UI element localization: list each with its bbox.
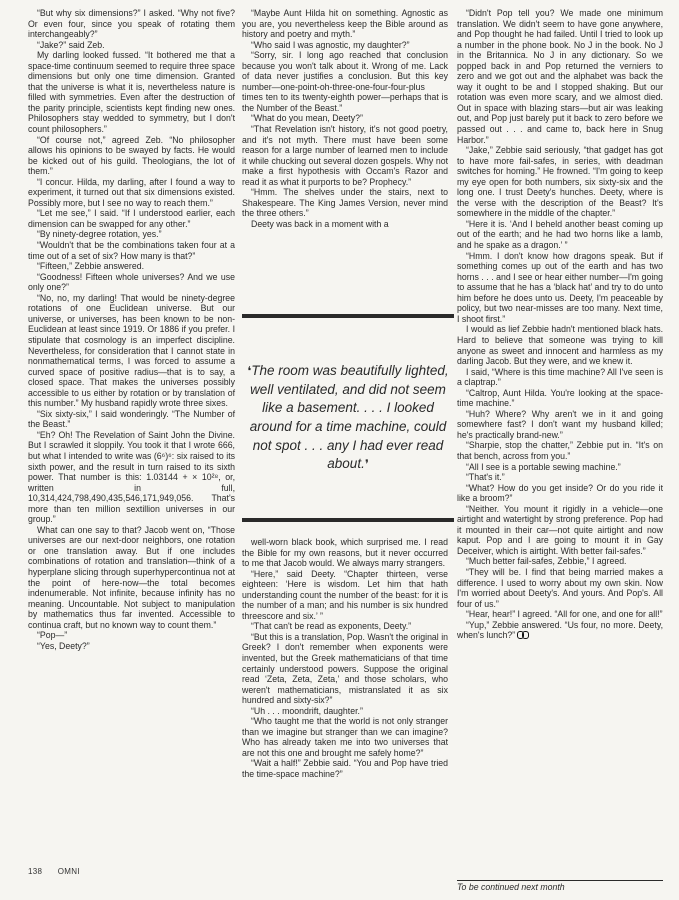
paragraph: I said, “Where is this time machine? All I've seen is a claptrap.” bbox=[457, 366, 663, 388]
paragraph: “That Revelation isn't history, it's not good poetry, and it's not myth. There must have been some reason for a large number of learned men to include it while chucking out several dozen gospels. Why not make a first hypothesis with Occam's Razor and read it as what it purports to be? Prophecy.” bbox=[242, 124, 448, 187]
paragraph: “Goodness! Fifteen whole universes? And we use only one?” bbox=[28, 271, 235, 293]
paragraph: “By ninety-degree rotation, yes.” bbox=[37, 229, 162, 240]
paragraph: “Sharpie, stop the chatter,” Zebbie put in. “It's on that bench, across from you.” bbox=[457, 440, 663, 461]
paragraph: “Here it is. ‘And I beheld another beast coming up out of the earth; and he had two horns like a lamb, and he spake as a dragon.’ ” bbox=[457, 218, 663, 251]
continued-note bbox=[457, 880, 663, 892]
paragraph: “Six sixty-six,” I said wonderingly. “The Number of the Beast.” bbox=[28, 408, 235, 430]
open-quote-icon: ❛ bbox=[247, 364, 252, 379]
paragraph: “Huh? Where? Why aren't we in it and going somewhere fast? I don't want my husband killed; he's practically brand-new.” bbox=[457, 408, 663, 440]
paragraph: “Neither. You mount it rigidly in a vehicle—one airtight and watertight by strong preference. Pop had it mounted in their car—not quite airtight and now kaput. Pop and I are going to mount it in Gay Deceiver, which is airtight. With better fail-safes.” bbox=[457, 503, 663, 556]
page-number: 138 bbox=[28, 867, 43, 876]
paragraph: “Who said I was agnostic, my daughter?” bbox=[251, 39, 410, 50]
paragraph: “Hmm. I don't know how dragons speak. But if something comes up out of the earth and has two horns . . . and I see or hear either number—I'm going to assume that he has a ‘black hat’ and try to do unto him before he does unto us. Deety, I'm peaceable by policy, but two near-misses are too many. Next time, I shoot first.” bbox=[457, 250, 663, 324]
paragraph: well-worn black book, which surprised me. I read the Bible for my own reasons, but it never occurred to me that Jacob would. We always marry strangers. bbox=[242, 537, 448, 569]
paragraph: “Here,” said Deety. “Chapter thirteen, verse eighteen: ‘Here is wisdom. Let him that hath understanding count the number of the beast: for it is the number of a man; and his number is six hundred threescore and six.’ ” bbox=[242, 568, 448, 621]
paragraph: “What? How do you get inside? Or do you ride it like a broom?” bbox=[457, 482, 663, 504]
paragraph: “Sorry, sir. I long ago reached that conclusion because you won't talk about it. Wrong of me. Lack of data never justifies a conclusion. But this key number—one-point-oh-three-one-four-four-plus times ten to its twenty-eighth power—perhaps that is the Number of the Beast.” bbox=[242, 50, 448, 113]
paragraph: “Let me see,” I said. “If I understood earlier, each dimension can be swapped for any other.” bbox=[28, 208, 235, 229]
omni-end-mark-icon bbox=[517, 631, 530, 639]
paragraph: “Jake?” said Zeb. bbox=[37, 39, 105, 50]
continued-text: To be continued next month bbox=[457, 882, 565, 892]
paragraph: “Fifteen,” Zebbie answered. bbox=[37, 261, 144, 272]
paragraph: “Much better fail-safes, Zebbie,” I agreed. bbox=[466, 556, 627, 567]
paragraph: What can one say to that? Jacob went on, “Those universes are our next-door neighbors, one rotation or one translation away. But if one includes combinations of rotation and translation—think of a hyperplane slicing through superhypercontinua not at the point of here-now—the total becomes indenumerable. Not infinite, because infinity has no meaning. Uncountable. Not subject to manipulation by mathematics thus far invented. Accessible to continua craft, but no known way to count them.” bbox=[28, 524, 235, 630]
paragraph: “I concur. Hilda, my darling, after I found a way to experiment, it turned out that six dimensions existed. Possibly more, but I see no way to reach them.” bbox=[28, 176, 235, 208]
article-column-2-top bbox=[242, 8, 448, 229]
pull-quote-text: The room was beautifully lighted, well ventilated, and did not seem like a basement. . . . I looked around for a time machine, could not spot . . . any I had ever read about. bbox=[249, 363, 449, 472]
paragraph: “Who taught me that the world is not only stranger than we imagine but stranger than we can imagine? Who has already taken me into two universes that are not this one and brought me safely home?” bbox=[242, 716, 448, 758]
paragraph: “Hmm. The shelves under the stairs, next to Shakespeare. The King James Version, never mind the three others.” bbox=[242, 187, 448, 219]
paragraph: “That can't be read as exponents, Deety.” bbox=[251, 621, 412, 632]
paragraph: “But this is a translation, Pop. Wasn't the original in Greek? I don't remember when exponents were invented, but the Greek mathematicians of that time certainly understood powers. Suppose the original read ‘Zeta, Zeta, Zeta,’ and those scholars, who weren't mathematicians, mistranslated it as six hundred and sixty-six?” bbox=[242, 631, 448, 706]
paragraph: “But why six dimensions?” I asked. “Why not five? Or even four, since you speak of rotating them interchangeably?” bbox=[28, 8, 235, 40]
paragraph: “Maybe Aunt Hilda hit on something. Agnostic as you are, you nevertheless keep the Bible around as history and poetry and myth.” bbox=[242, 8, 448, 40]
paragraph: “That's it.” bbox=[466, 472, 505, 483]
paragraph: “Caltrop, Aunt Hilda. You're looking at the space-time machine.” bbox=[457, 387, 663, 409]
article-column-1 bbox=[28, 8, 235, 651]
paragraph: “Of course not,” agreed Zeb. “No philosopher allows his opinions to be swayed by facts. He would be kicked out of his guild. Theologians, the lot of them.” bbox=[28, 134, 235, 177]
paragraph: “All I see is a portable sewing machine.” bbox=[466, 461, 621, 472]
magazine-name: OMNI bbox=[57, 867, 80, 876]
paragraph: “Hear, hear!” I agreed. “All for one, and one for all!” bbox=[466, 609, 663, 620]
page-footer bbox=[28, 867, 93, 876]
paragraph: “Didn't Pop tell you? We made one minimum translation. We didn't seem to have gone anywhere, and Pop thought he had failed. Until I tried to look up a number in the phone book. No J in the book. No J in the Britannica. No J in any dictionary. So we popped back in and Pop returned the verniers to zero and we got out and the alphabet was back the way it ought to be and I stopped shaking. But our rotation was even more scary, and we almost died. Out in space with blazing stars—but air was leaking out, and Pop just barely put it back to zero before we passed out . . . and came to, back here in Snug Harbor.” bbox=[457, 8, 663, 145]
paragraph: “No, no, my darling! That would be ninety-degree rotations of one Euclidean universe. But our universe, or universes, has been known to be non-Euclidean at least since 1919. Or 1886 if you prefer. I stipulate that cosmology is an imperfect discipline. Nevertheless, for consideration that I cannot state in nonmathematical terms, I was forced to assume a curved space of positive radius—that is to say, a closed space. That makes the universes possibly accessible to us either by rotation or by translation of this number.” My husband rapidly wrote three sixes. bbox=[28, 292, 235, 409]
pull-quote bbox=[242, 314, 454, 522]
paragraph: “Wouldn't that be the combinations taken four at a time out of a set of six? How many is that?” bbox=[28, 240, 235, 261]
paragraph: “What do you mean, Deety?” bbox=[251, 113, 363, 124]
paragraph: “Pop—” bbox=[37, 630, 68, 641]
paragraph: “Wait a half!” Zebbie said. “You and Pop have tried the time-space machine?” bbox=[242, 758, 448, 780]
paragraph: “Jake,” Zebbie said seriously, “that gadget has got to have more fail-safes, in series, with deadman switches for homing.” He frowned. “I'm going to keep my eye open for both numbers, six sixty-six and the long one. I trust Deety's hunches. Deety, where is the verse with the description of the Beast? It's somewhere in the middle of the chapter.” bbox=[457, 145, 663, 219]
close-quote-icon: ❜ bbox=[364, 457, 369, 472]
article-column-3 bbox=[457, 8, 663, 641]
paragraph: I would as lief Zebbie hadn't mentioned black hats. Hard to believe that someone was trying to kill anyone as sweet and innocent and harmless as my darling Jacob. But they were, and we knew it. bbox=[457, 324, 663, 367]
paragraph: My darling looked fussed. “It bothered me that a space-time continuum seemed to require three space dimensions but only one time dimension. Granted that the universe is what it is, nevertheless nature is filled with symmetries. Even after the destruction of the parity principle, scientists kept finding new ones. Philosophers stay wedded to symmetry, but I don't count philosophers.” bbox=[28, 50, 235, 135]
paragraph: Deety was back in a moment with a bbox=[251, 218, 389, 229]
article-column-2-bottom bbox=[242, 537, 448, 780]
paragraph: “Yup,” Zebbie answered. “Us four, no more. Deety, when's lunch?” bbox=[457, 619, 663, 641]
paragraph: “Eh? Oh! The Revelation of Saint John the Divine. But I scrawled it sloppily. You took it that I wrote 666, but what I intended to write was (6⁶)⁶: six raised to its sixth power, and the result in turn raised to its sixth power. That number is this: 1.03144 + × 10²⁸, or, written in full, 10,314,424,798,490,435,546,171,949,056. That's more than ten million sextillion universes in our group.” bbox=[28, 429, 235, 525]
paragraph: “They will be. I find that being married makes a difference. I used to worry about my own skin. Now I'm worried about Deety's. And yours. And Pop's. All four of us.” bbox=[457, 566, 663, 609]
paragraph: “Yes, Deety?” bbox=[37, 640, 90, 651]
paragraph: “Uh . . . moondrift, daughter.” bbox=[251, 705, 363, 716]
